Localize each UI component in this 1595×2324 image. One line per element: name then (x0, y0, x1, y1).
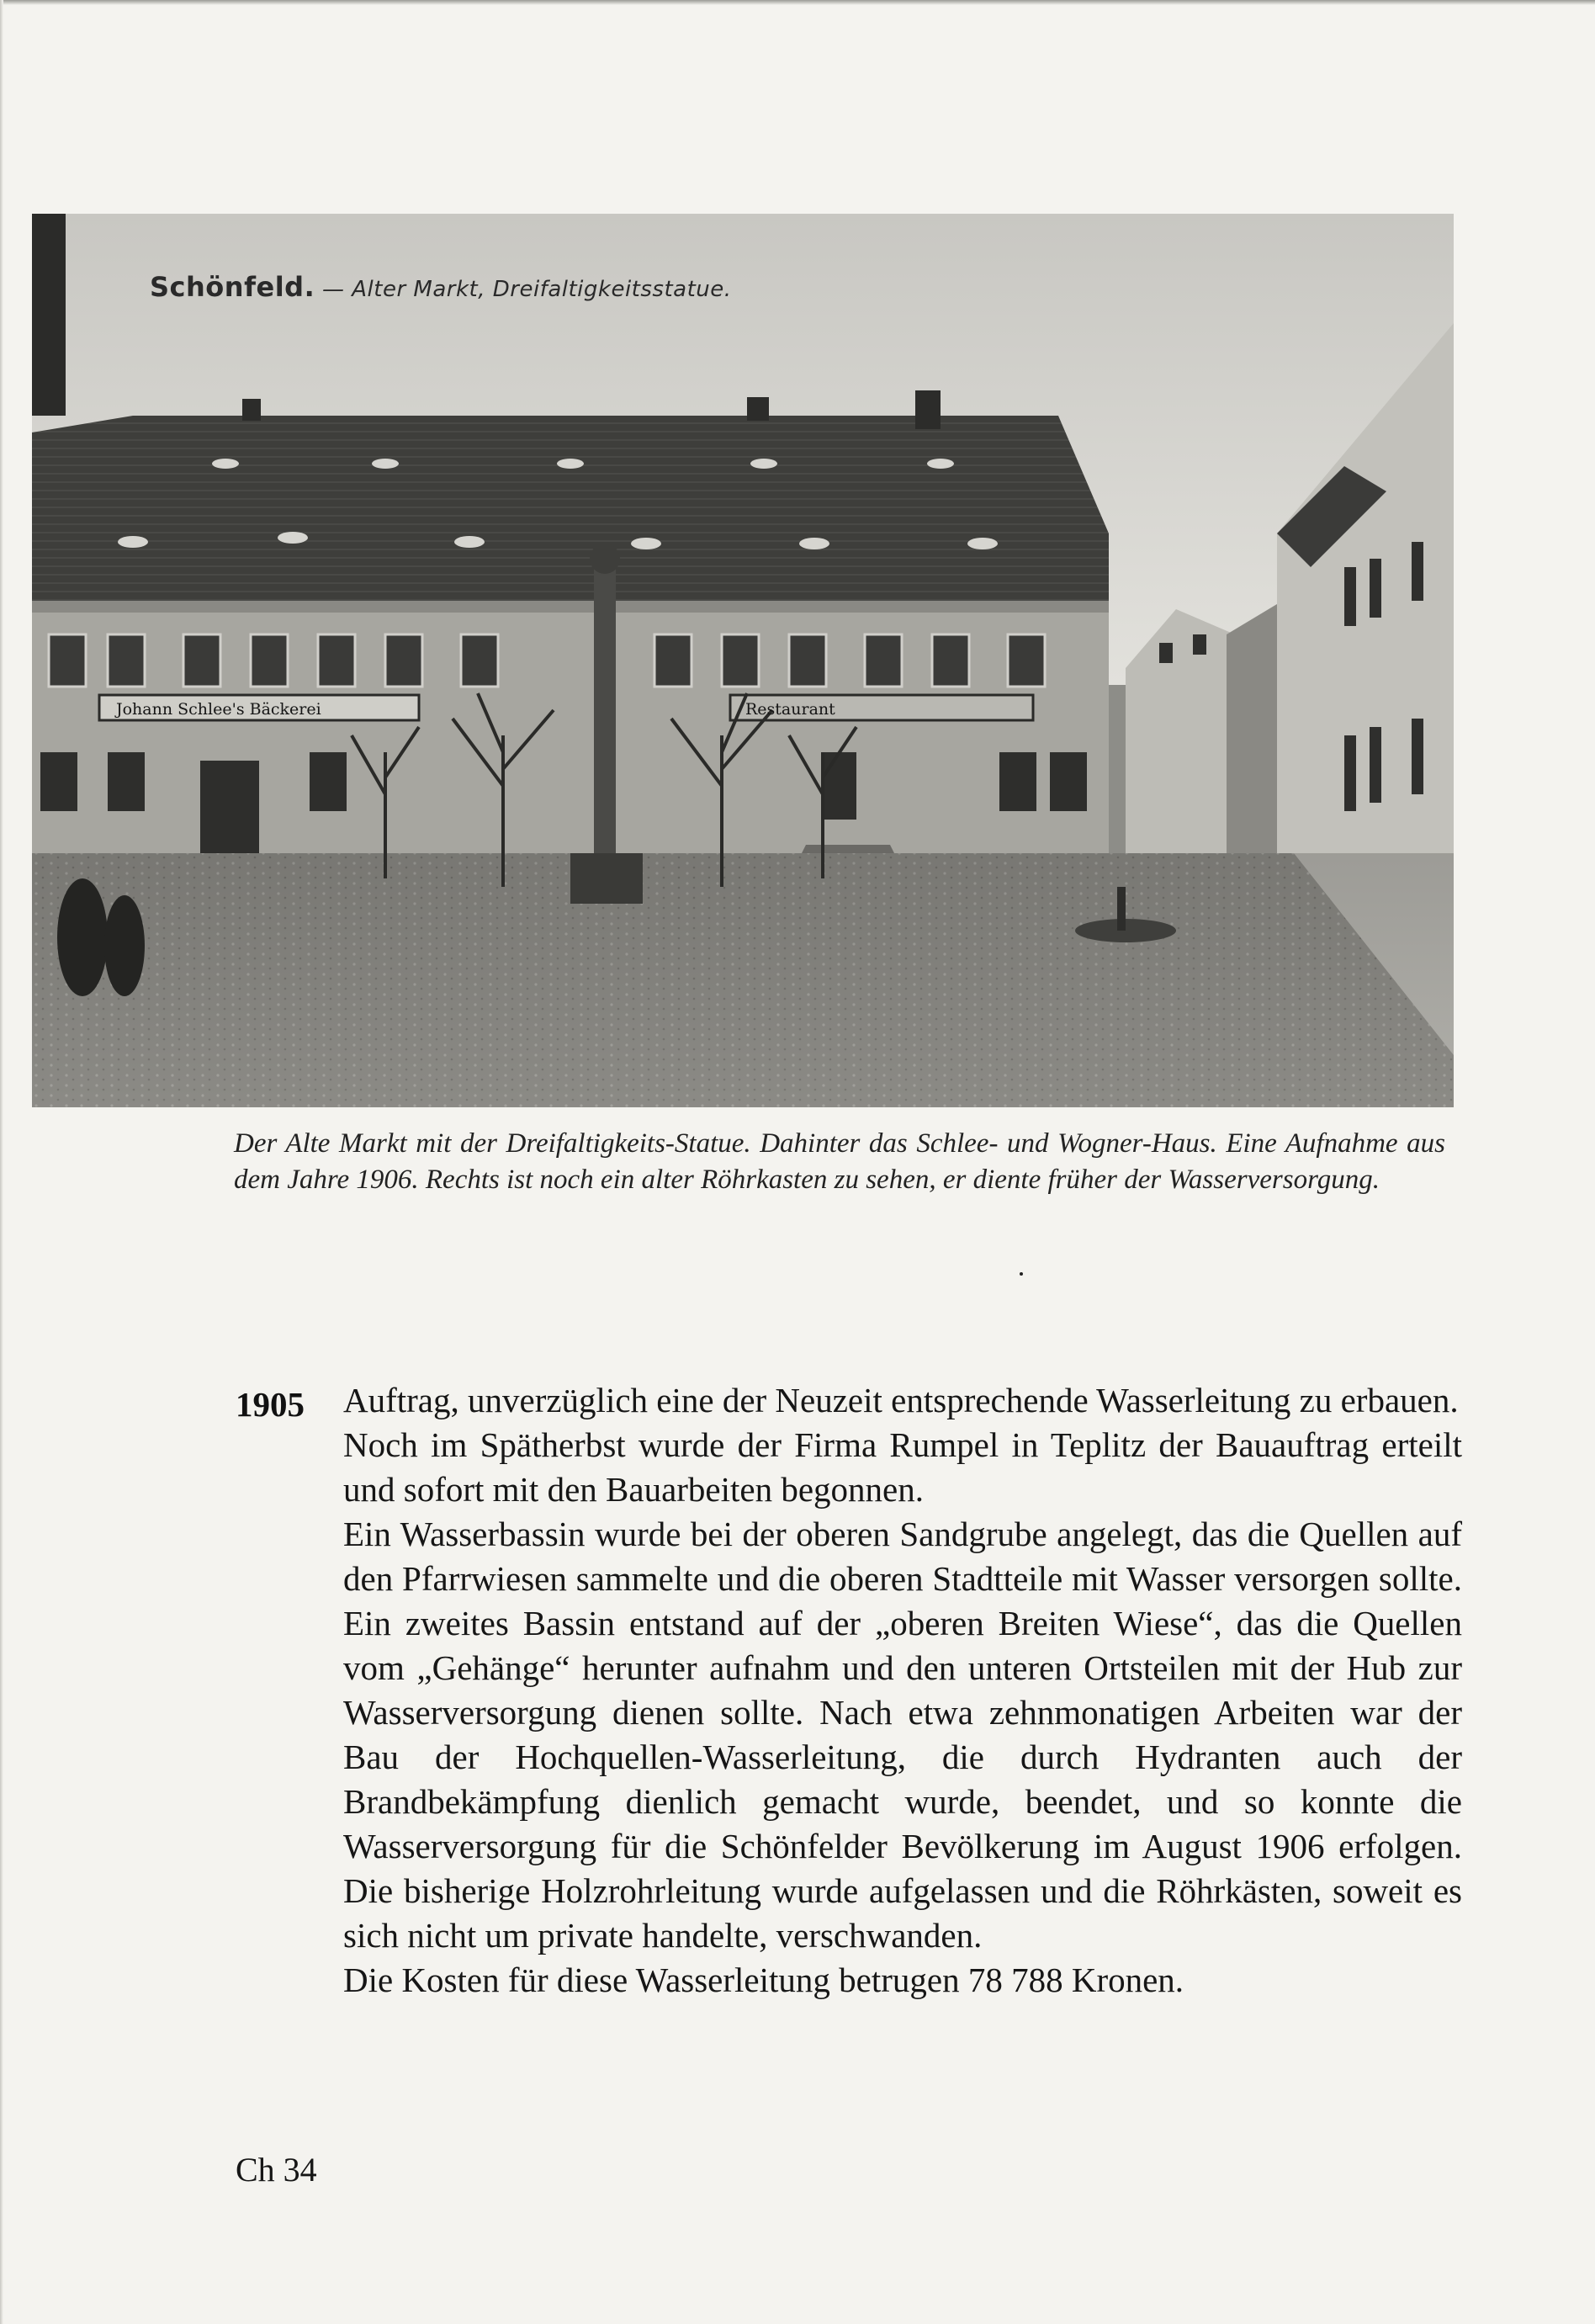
entry-paragraph: Auftrag, unverzüglich eine der Neuzeit entsprechende Wasserleitung zu erbauen. (343, 1381, 1459, 1419)
entry-year: 1905 (236, 1385, 305, 1424)
entry-text (343, 1378, 1462, 2003)
postcard-subtitle: — Alter Markt, Dreifaltigkeitsstatue. (321, 277, 732, 302)
postcard-title (150, 271, 732, 303)
print-speck (1020, 1272, 1023, 1276)
bakery-sign: Johann Schlee's Bäckerei (116, 700, 321, 719)
photo-caption: Der Alte Markt mit der Dreifaltigkeits-Statue. Dahinter das Schlee- und Wogner-Haus. Eine Aufnahme aus dem Jahre 1906. Rechts ist noch ein alter Röhrkasten zu sehen, er diente früher der Wasserversorgung. (234, 1128, 1445, 1195)
entry-paragraph: Noch im Spätherbst wurde der Firma Rumpel in Teplitz der Bauauftrag erteilt und sofort mit den Bauarbeiten begonnen. (343, 1425, 1462, 1509)
postcard-place: Schönfeld. (150, 271, 315, 303)
historic-photo (32, 214, 1454, 1107)
photo-illustration (32, 214, 1454, 1107)
restaurant-sign: Restaurant (745, 700, 835, 719)
entry-paragraph: Die Kosten für diese Wasserleitung betrugen 78 788 Kronen. (343, 1961, 1184, 1999)
entry-paragraph: Ein Wasserbassin wurde bei der oberen Sandgrube angelegt, das die Quellen auf den Pfarrwiesen sammelte und die oberen Stadtteile mit Wasser versorgen sollte. Ein zweites Bassin entstand auf der „oberen Breiten Wiese“, das die Quellen vom „Gehänge“ herunter aufnahm und den unteren Ortsteilen mit der Hub zur Wasserversorgung dienen sollte. Nach etwa zehnmonatigen Arbeiten war der Bau der Hochquellen-Wasserleitung, die durch Hydranten auch der Brandbekämpfung dienlich gemacht wurde, beendet, und so konnte die Wasserversorgung für die Schönfelder Bevölkerung im August 1906 erfolgen. Die bisherige Holzrohrleitung wurde aufgelassen und die Röhrkästen, soweit es sich nicht um private handelte, verschwanden. (343, 1515, 1462, 1955)
page-top-edge (0, 0, 1595, 5)
page-folio: Ch 34 (236, 2151, 317, 2189)
page-left-edge (0, 0, 3, 2324)
